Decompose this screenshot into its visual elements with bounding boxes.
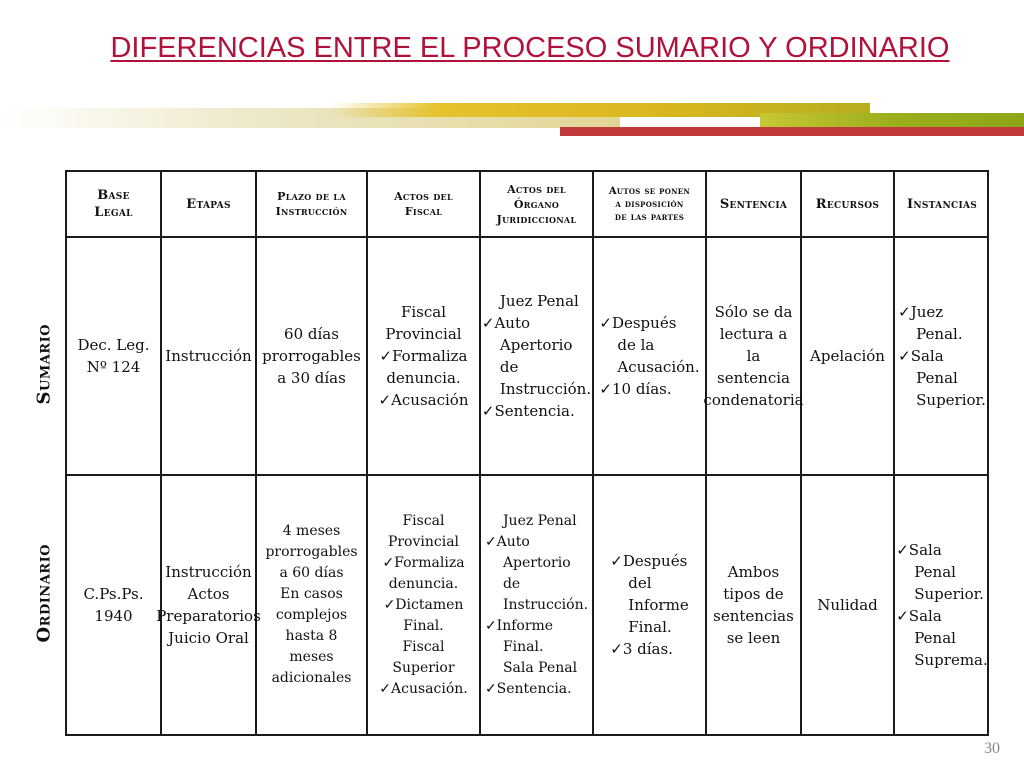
ordinario-cell-actos-organo-line: Apertorio — [502, 554, 571, 571]
ordinario-cell-actos-organo-line: de — [502, 575, 521, 592]
ordinario-cell-sentencia-line: Ambos — [727, 563, 780, 581]
ordinario-cell-actos-organo-line: Sala Penal — [502, 659, 578, 676]
sumario-cell-sentencia-line: lectura a — [719, 325, 788, 343]
sumario-cell-base-legal-lines — [77, 334, 149, 378]
page-number: 30 — [984, 740, 1000, 757]
ordinario-cell-autos-line: Final. — [628, 618, 672, 636]
header-plazo-line: Plazo de la — [277, 190, 346, 203]
header-actos-fiscal-line: Actos del — [394, 190, 453, 203]
sumario-cell-actos-organo-lines — [482, 290, 591, 422]
header-base-legal — [67, 172, 160, 236]
ordinario-cell-plazo-line: a 60 días — [279, 565, 344, 581]
sumario-cell-autos-line: Acusación. — [617, 358, 700, 376]
ordinario-cell-sentencia-line: se leen — [726, 629, 781, 647]
sumario-cell-sentencia-line: Sólo se da — [714, 303, 793, 321]
ordinario-cell-instancias-line: Suprema. — [914, 651, 988, 669]
sumario-cell-instancias — [895, 238, 989, 474]
header-recursos-line: Recursos — [815, 196, 880, 212]
sumario-cell-plazo-lines — [262, 323, 361, 389]
sumario-cell-actos-fiscal-line: Provincial — [385, 325, 462, 343]
header-autos — [594, 172, 705, 236]
header-etapas-lines — [186, 196, 231, 213]
ordinario-cell-base-legal — [67, 476, 160, 734]
sumario-cell-actos-fiscal-line: Fiscal — [400, 303, 447, 321]
ordinario-cell-plazo-line: meses — [289, 649, 334, 665]
ordinario-cell-sentencia-line: sentencias — [713, 607, 794, 625]
ordinario-cell-sentencia-lines — [713, 561, 794, 649]
header-plazo-line: Instrucción — [275, 205, 348, 218]
sumario-cell-instancias-line: Penal. — [916, 325, 963, 343]
ordinario-cell-actos-organo-line: Final. — [502, 638, 544, 655]
header-actos-organo-line: Actos del — [507, 182, 566, 196]
ordinario-cell-plazo-line: hasta 8 — [285, 628, 338, 644]
ordinario-cell-autos-line: ✓Después — [610, 552, 688, 570]
header-actos-fiscal — [368, 172, 479, 236]
ordinario-cell-instancias-lines — [896, 539, 988, 671]
slide-title: DIFERENCIAS ENTRE EL PROCESO SUMARIO Y ORDINARIO — [110, 32, 950, 64]
sumario-cell-autos-line: de la — [617, 336, 655, 354]
sumario-cell-actos-fiscal-line: ✓Formaliza — [379, 347, 468, 365]
ordinario-cell-actos-organo-line: ✓Informe — [484, 617, 554, 634]
sumario-cell-plazo-line: a 30 días — [277, 369, 346, 387]
sumario-cell-sentencia-line: la — [746, 347, 761, 365]
ordinario-cell-instancias-line: ✓Sala — [896, 607, 942, 625]
sumario-cell-etapas-lines — [165, 345, 251, 367]
ordinario-cell-sentencia — [707, 476, 800, 734]
ordinario-cell-etapas — [156, 476, 261, 734]
sumario-cell-etapas-line: Instrucción — [165, 347, 252, 365]
ordinario-cell-etapas-line: Juicio Oral — [168, 629, 249, 647]
header-actos-fiscal-lines — [394, 189, 453, 219]
header-autos-line: a disposición — [615, 198, 684, 210]
sumario-cell-actos-organo-line: de — [499, 358, 519, 376]
sumario-cell-instancias-line: Penal — [916, 369, 958, 387]
header-autos-line: de las partes — [614, 211, 685, 223]
ordinario-cell-recursos-lines — [817, 594, 878, 616]
ordinario-cell-plazo-line: En casos — [280, 586, 343, 602]
ordinario-cell-actos-organo-lines — [485, 511, 588, 700]
header-instancias — [895, 172, 989, 236]
sumario-cell-recursos — [802, 238, 893, 474]
sumario-cell-base-legal-line: Nº 124 — [86, 358, 141, 376]
header-instancias-line: Instancias — [906, 196, 978, 212]
header-plazo-lines — [276, 189, 348, 219]
ordinario-cell-autos-line: ✓3 días. — [610, 640, 673, 658]
header-sentencia-line: Sentencia — [719, 196, 788, 212]
sumario-cell-autos — [594, 238, 705, 474]
ordinario-cell-plazo-line: prorrogables — [265, 544, 358, 560]
ordinario-cell-base-legal-line: C.Ps.Ps. — [83, 585, 144, 603]
ordinario-cell-actos-fiscal-line: Superior — [392, 659, 455, 676]
sumario-cell-actos-organo-line: Juez Penal — [499, 292, 579, 310]
header-sentencia-lines — [720, 196, 787, 213]
ordinario-cell-autos-line: Informe — [628, 596, 689, 614]
row-label-sumario: Sumario — [33, 323, 55, 405]
sumario-cell-recursos-line: Apelación — [810, 347, 885, 365]
sumario-cell-autos-lines — [599, 312, 699, 400]
ordinario-cell-actos-fiscal-line: ✓Dictamen — [383, 596, 464, 613]
ordinario-cell-actos-organo-line: Juez Penal — [502, 512, 577, 529]
sumario-cell-autos-line: ✓10 días. — [599, 380, 672, 398]
sumario-cell-plazo — [257, 238, 366, 474]
header-instancias-lines — [907, 196, 977, 213]
header-base-legal-lines — [94, 187, 133, 221]
sumario-cell-plazo-line: prorrogables — [262, 347, 361, 365]
ordinario-cell-autos — [594, 476, 705, 734]
sumario-cell-instancias-line: Superior. — [916, 391, 986, 409]
ordinario-cell-instancias — [895, 476, 989, 734]
ordinario-cell-sentencia-line: tipos de — [723, 585, 784, 603]
ordinario-cell-actos-organo-line: ✓Auto — [484, 533, 530, 550]
ordinario-cell-actos-organo — [481, 476, 592, 734]
header-base-legal-line: Base — [97, 188, 130, 203]
sumario-cell-etapas — [162, 238, 255, 474]
sumario-cell-base-legal — [67, 238, 160, 474]
sumario-cell-actos-organo — [481, 238, 592, 474]
ordinario-cell-instancias-line: Penal — [914, 629, 956, 647]
ordinario-cell-plazo-line: adicionales — [271, 670, 352, 686]
ordinario-cell-actos-fiscal-line: ✓Formaliza — [382, 554, 465, 571]
sumario-cell-recursos-lines — [810, 345, 885, 367]
header-recursos-lines — [816, 196, 879, 213]
ordinario-cell-plazo — [257, 476, 366, 734]
header-actos-fiscal-line: Fiscal — [404, 205, 443, 218]
sumario-cell-plazo-line: 60 días — [284, 325, 339, 343]
header-actos-organo-line: Órgano — [513, 197, 560, 211]
decorative-band-red — [560, 127, 1024, 136]
ordinario-cell-actos-fiscal — [368, 476, 479, 734]
ordinario-cell-plazo-line: 4 meses — [282, 523, 341, 539]
ordinario-cell-instancias-line: ✓Sala — [896, 541, 942, 559]
sumario-cell-actos-fiscal — [368, 238, 479, 474]
sumario-cell-actos-organo-line: Instrucción. — [499, 380, 592, 398]
ordinario-cell-base-legal-lines — [83, 583, 143, 627]
ordinario-cell-recursos-line: Nulidad — [817, 596, 878, 614]
ordinario-cell-actos-fiscal-line: Provincial — [387, 533, 460, 550]
header-autos-line: Autos se ponen — [608, 185, 691, 197]
sumario-cell-actos-organo-line: Apertorio — [499, 336, 573, 354]
ordinario-cell-actos-fiscal-line: Final. — [403, 617, 444, 634]
header-base-legal-line: Legal — [94, 205, 133, 220]
sumario-cell-sentencia-line: condenatoria — [703, 391, 804, 409]
sumario-cell-actos-fiscal-lines — [379, 301, 469, 411]
ordinario-cell-recursos — [802, 476, 893, 734]
ordinario-cell-actos-fiscal-line: ✓Acusación. — [379, 680, 468, 697]
sumario-cell-actos-organo-line: ✓Auto — [481, 314, 531, 332]
ordinario-cell-actos-organo-line: Instrucción. — [502, 596, 589, 613]
ordinario-cell-actos-fiscal-lines — [379, 511, 467, 700]
ordinario-cell-plazo-lines — [265, 521, 357, 689]
sumario-cell-instancias-line: ✓Sala — [898, 347, 944, 365]
header-actos-organo — [481, 172, 592, 236]
ordinario-cell-etapas-line: Instrucción — [165, 563, 252, 581]
header-actos-organo-line: Juridiccional — [496, 212, 577, 226]
sumario-cell-sentencia — [703, 238, 804, 474]
ordinario-cell-plazo-line: complejos — [275, 607, 348, 623]
sumario-cell-actos-organo-line: ✓Sentencia. — [481, 402, 575, 420]
ordinario-cell-instancias-line: Penal — [914, 563, 956, 581]
sumario-cell-sentencia-line: sentencia — [717, 369, 790, 387]
header-recursos — [802, 172, 893, 236]
sumario-cell-actos-fiscal-line: denuncia. — [386, 369, 461, 387]
sumario-cell-sentencia-lines — [703, 301, 803, 411]
ordinario-cell-actos-fiscal-line: Fiscal — [402, 638, 445, 655]
header-plazo — [257, 172, 366, 236]
ordinario-cell-autos-line: del — [628, 574, 652, 592]
ordinario-cell-base-legal-line: 1940 — [94, 607, 133, 625]
ordinario-cell-autos-lines — [610, 550, 688, 660]
ordinario-cell-etapas-line: Actos — [187, 585, 230, 603]
sumario-cell-actos-fiscal-line: ✓Acusación — [378, 391, 469, 409]
ordinario-cell-etapas-lines — [156, 561, 261, 649]
sumario-cell-instancias-line: ✓Juez — [898, 303, 944, 321]
header-actos-organo-lines — [497, 182, 577, 227]
decorative-band-green — [760, 113, 1024, 128]
ordinario-cell-actos-fiscal-line: denuncia. — [388, 575, 459, 592]
header-autos-lines — [609, 185, 690, 224]
ordinario-cell-actos-fiscal-line: Fiscal — [402, 512, 445, 529]
ordinario-cell-instancias-line: Superior. — [914, 585, 984, 603]
sumario-cell-instancias-lines — [898, 301, 986, 411]
ordinario-cell-actos-organo-line: ✓Sentencia. — [484, 680, 572, 697]
header-etapas-line: Etapas — [186, 196, 231, 212]
header-sentencia — [707, 172, 800, 236]
comparison-table — [65, 170, 989, 736]
row-label-ordinario: Ordinario — [33, 543, 55, 643]
sumario-cell-autos-line: ✓Después — [599, 314, 677, 332]
ordinario-cell-etapas-line: Preparatorios — [156, 607, 261, 625]
header-etapas — [162, 172, 255, 236]
sumario-cell-base-legal-line: Dec. Leg. — [77, 336, 150, 354]
